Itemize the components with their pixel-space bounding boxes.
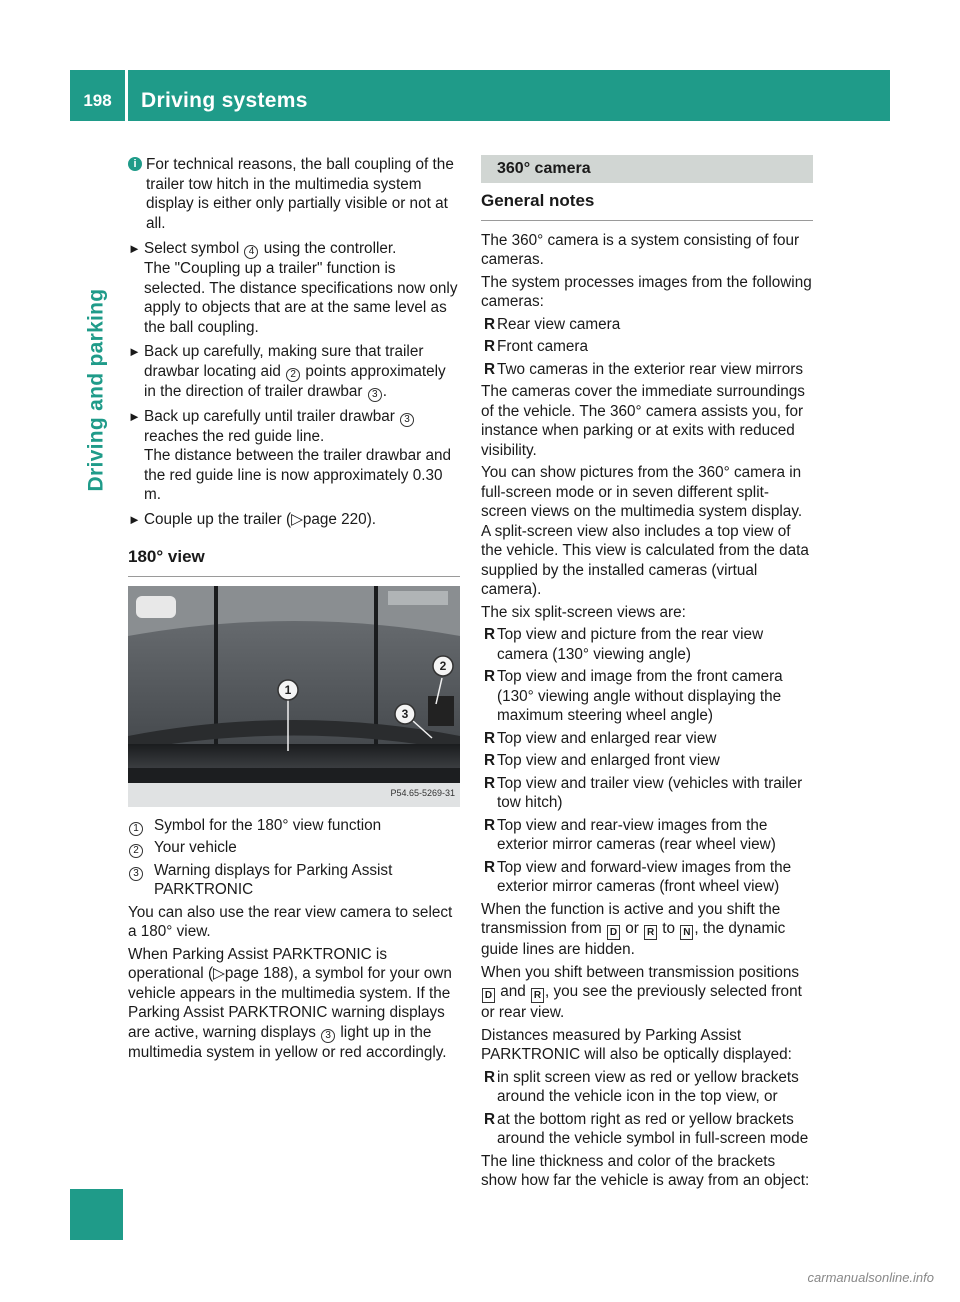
page-ref-icon: ▷ (213, 965, 225, 982)
step-text: Back up carefully until trailer drawbar (144, 407, 400, 425)
step-text: using the controller. (259, 240, 397, 257)
chapter-marker (70, 1189, 123, 1240)
bullet-icon: R (484, 1110, 496, 1128)
text-run: light up in the multimedia system in yellow or red accordingly. (128, 1023, 447, 1061)
page-number: 198 (83, 91, 112, 110)
chapter-label: Driving and parking (84, 288, 108, 492)
svg-text:3: 3 (401, 706, 409, 721)
gear-d-icon: D (482, 988, 495, 1003)
camera-illustration (128, 586, 460, 807)
step-detail: The "Coupling up a trailer" function is selected. The distance specifications now only apply to objects that are at the same level as the ball coupling. (144, 260, 458, 336)
paragraph: The cameras cover the immediate surroundings of the vehicle. The 360° camera assists you, for instance when parking or at exits with reduced visibility. (481, 383, 805, 459)
list-item-text: Top view and rear-view images from the exterior mirror cameras (rear wheel view) (497, 816, 776, 853)
step-detail: The distance between the trailer drawbar and the red guide line is now approximately 0.30 m. (144, 447, 451, 503)
callout-number: 3 (400, 413, 414, 427)
step-item (128, 510, 460, 530)
info-note (128, 155, 460, 233)
step-text: Couple up the trailer ( (144, 510, 292, 528)
paragraph: The six split-screen views are: (481, 603, 686, 621)
callout-number: 1 (129, 822, 143, 836)
list-item-text: Two cameras in the exterior rear view mirrors (497, 360, 804, 378)
paragraph (481, 963, 813, 1023)
gear-r-icon: R (644, 925, 657, 940)
page-ref-icon: ▷ (291, 510, 303, 528)
paragraph: The system processes images from the following cameras: (481, 273, 812, 310)
arrow-right-icon: ► (128, 241, 141, 256)
text-run: When the function is active and you shift the transmission from (481, 900, 781, 937)
list-item-text: Front camera (497, 338, 588, 355)
bullet-icon: R (484, 729, 496, 747)
svg-text:2: 2 (439, 658, 447, 673)
text-run: or (620, 920, 644, 937)
gear-n-icon: N (680, 925, 693, 940)
step-item (128, 407, 460, 505)
legend-item (128, 838, 460, 858)
left-column (128, 155, 460, 1065)
paragraph: You can show pictures from the 360° camera in full-screen mode or in seven different split-screen views on the multimedia system display. A split-screen view also includes a top view of the vehicle. This view is calculated from the data supplied by the installed cameras (virtual camera). (481, 464, 809, 598)
section-bar-title: 360° camera (481, 155, 813, 183)
info-text: For technical reasons, the ball coupling of the trailer tow hitch in the multimedia system display is either only partially visible or not at all. (146, 156, 454, 232)
list-item-text: at the bottom right as red or yellow brackets around the vehicle symbol in full-screen mode (497, 1110, 809, 1147)
subsection-title: General notes (481, 191, 813, 221)
step-item (128, 239, 460, 337)
callout-number: 3 (368, 388, 382, 402)
text-run: , you see the previously selected front or rear view. (481, 983, 802, 1021)
text-run: When you shift between transmission positions (481, 963, 799, 981)
legend-text: Your vehicle (154, 839, 237, 856)
callout-number: 3 (321, 1029, 335, 1043)
callout-number: 3 (129, 867, 143, 881)
list-item (481, 1110, 813, 1149)
step-text: Select symbol (144, 240, 244, 257)
svg-text:1: 1 (284, 682, 292, 697)
list-item (481, 858, 813, 897)
list-item (481, 337, 813, 357)
bullet-icon: R (484, 338, 496, 355)
step-item (128, 342, 460, 402)
watermark: carmanualsonline.info (807, 1270, 934, 1285)
list-item-text: Rear view camera (497, 315, 621, 333)
text-run: When Parking Assist PARKTRONIC is operational ( (128, 945, 387, 982)
info-icon: i (128, 157, 142, 171)
bullet-icon: R (484, 752, 496, 769)
list-item (481, 360, 813, 380)
arrow-right-icon: ► (128, 344, 141, 359)
paragraph (481, 900, 813, 960)
callout-number: 4 (244, 245, 258, 259)
list-item-text: Top view and enlarged front view (497, 752, 720, 769)
paragraph: The line thickness and color of the brackets show how far the vehicle is away from an object: (481, 1152, 810, 1189)
bullet-icon: R (484, 774, 496, 792)
page-ref-link[interactable]: page 220 (302, 510, 367, 528)
callout-number: 2 (129, 844, 143, 858)
right-column (481, 155, 813, 1194)
image-code: P54.65-5269-31 (390, 788, 455, 798)
text-run: , the dynamic guide lines are hidden. (481, 920, 786, 958)
list-item (481, 625, 813, 664)
step-text: reaches the red guide line. (144, 427, 325, 445)
page-title: Driving systems (141, 89, 308, 112)
section-title: 180° view (128, 547, 460, 577)
bullet-icon: R (484, 1068, 496, 1086)
text-run: ), a symbol for your own vehicle appears in the multimedia system. If the Parking Assist PARKTRONIC warning displays are active, warning displays (128, 965, 452, 1041)
text-run: and (496, 983, 531, 1000)
callout-number: 2 (286, 368, 300, 382)
gear-d-icon: D (607, 925, 620, 940)
paragraph (128, 945, 460, 1063)
bullet-icon: R (484, 626, 496, 643)
paragraph: Distances measured by Parking Assist PARKTRONIC will also be optically displayed: (481, 1026, 792, 1063)
step-text: points approximately in the direction of trailer drawbar (144, 362, 446, 400)
bullet-icon: R (484, 816, 496, 834)
legend-item (128, 861, 460, 900)
text-run: to (658, 920, 680, 937)
list-item-text: Top view and enlarged rear view (497, 729, 717, 747)
bullet-icon: R (484, 315, 496, 333)
step-text: . (382, 382, 388, 400)
list-item-text: Top view and forward-view images from the exterior mirror cameras (front wheel view) (497, 858, 792, 895)
legend-text: Symbol for the 180° view function (154, 816, 382, 834)
paragraph: The 360° camera is a system consisting of four cameras. (481, 231, 800, 268)
legend-item (128, 816, 460, 836)
list-item (481, 729, 813, 749)
list-item (481, 667, 813, 726)
list-item-text: Top view and picture from the rear view camera (130° viewing angle) (497, 626, 764, 663)
page-ref-link[interactable]: page 188 (224, 965, 289, 982)
arrow-right-icon: ► (128, 511, 141, 527)
arrow-right-icon: ► (128, 408, 141, 424)
list-item (481, 774, 813, 813)
list-item-text: Top view and trailer view (vehicles with trailer tow hitch) (497, 774, 803, 811)
list-item-text: in split screen view as red or yellow brackets around the vehicle icon in the top view, or (497, 1068, 799, 1105)
header-divider (125, 70, 128, 121)
bullet-icon: R (484, 668, 496, 685)
list-item (481, 751, 813, 771)
list-item-text: Top view and image from the front camera (130° viewing angle without displaying the maximum steering wheel angle) (497, 668, 783, 724)
step-text: ). (366, 510, 377, 528)
paragraph: You can also use the rear view camera to select a 180° view. (128, 903, 453, 940)
list-item (481, 1068, 813, 1107)
step-text: Back up carefully, making sure that trailer drawbar locating aid (144, 343, 424, 380)
bullet-icon: R (484, 858, 496, 876)
camera-180-view-image (128, 586, 460, 807)
legend-text: Warning displays for Parking Assist PARKTRONIC (154, 861, 393, 898)
gear-r-icon: R (531, 988, 544, 1003)
list-item (481, 315, 813, 335)
list-item (481, 816, 813, 855)
bullet-icon: R (484, 360, 496, 378)
